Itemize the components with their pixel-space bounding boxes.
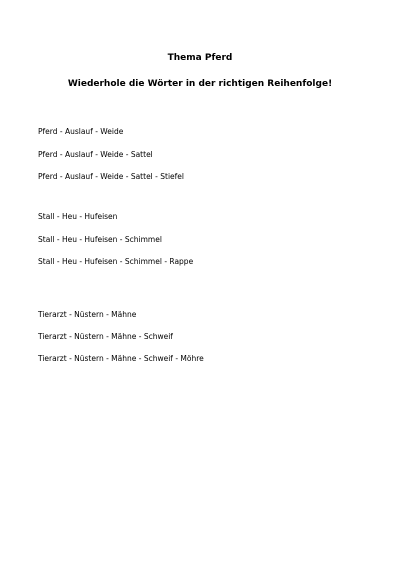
word-sequence-line: Tierarzt - Nüstern - Mähne - Schweif <box>38 332 173 341</box>
word-sequence-line: Tierarzt - Nüstern - Mähne - Schweif - Möhre <box>38 354 204 363</box>
word-sequence-line: Stall - Heu - Hufeisen - Schimmel <box>38 235 162 244</box>
word-sequence-line: Stall - Heu - Hufeisen - Schimmel - Rappe <box>38 257 194 266</box>
word-sequence-line: Pferd - Auslauf - Weide - Sattel - Stiefel <box>38 172 184 181</box>
word-sequence-line: Stall - Heu - Hufeisen <box>38 212 118 221</box>
page-title: Thema Pferd <box>167 53 233 63</box>
word-sequence-line: Pferd - Auslauf - Weide <box>38 127 124 136</box>
instruction-heading: Wiederhole die Wörter in der richtigen Reihenfolge! <box>67 79 333 89</box>
word-sequence-line: Tierarzt - Nüstern - Mähne <box>38 310 137 319</box>
word-sequence-line: Pferd - Auslauf - Weide - Sattel <box>38 150 153 159</box>
